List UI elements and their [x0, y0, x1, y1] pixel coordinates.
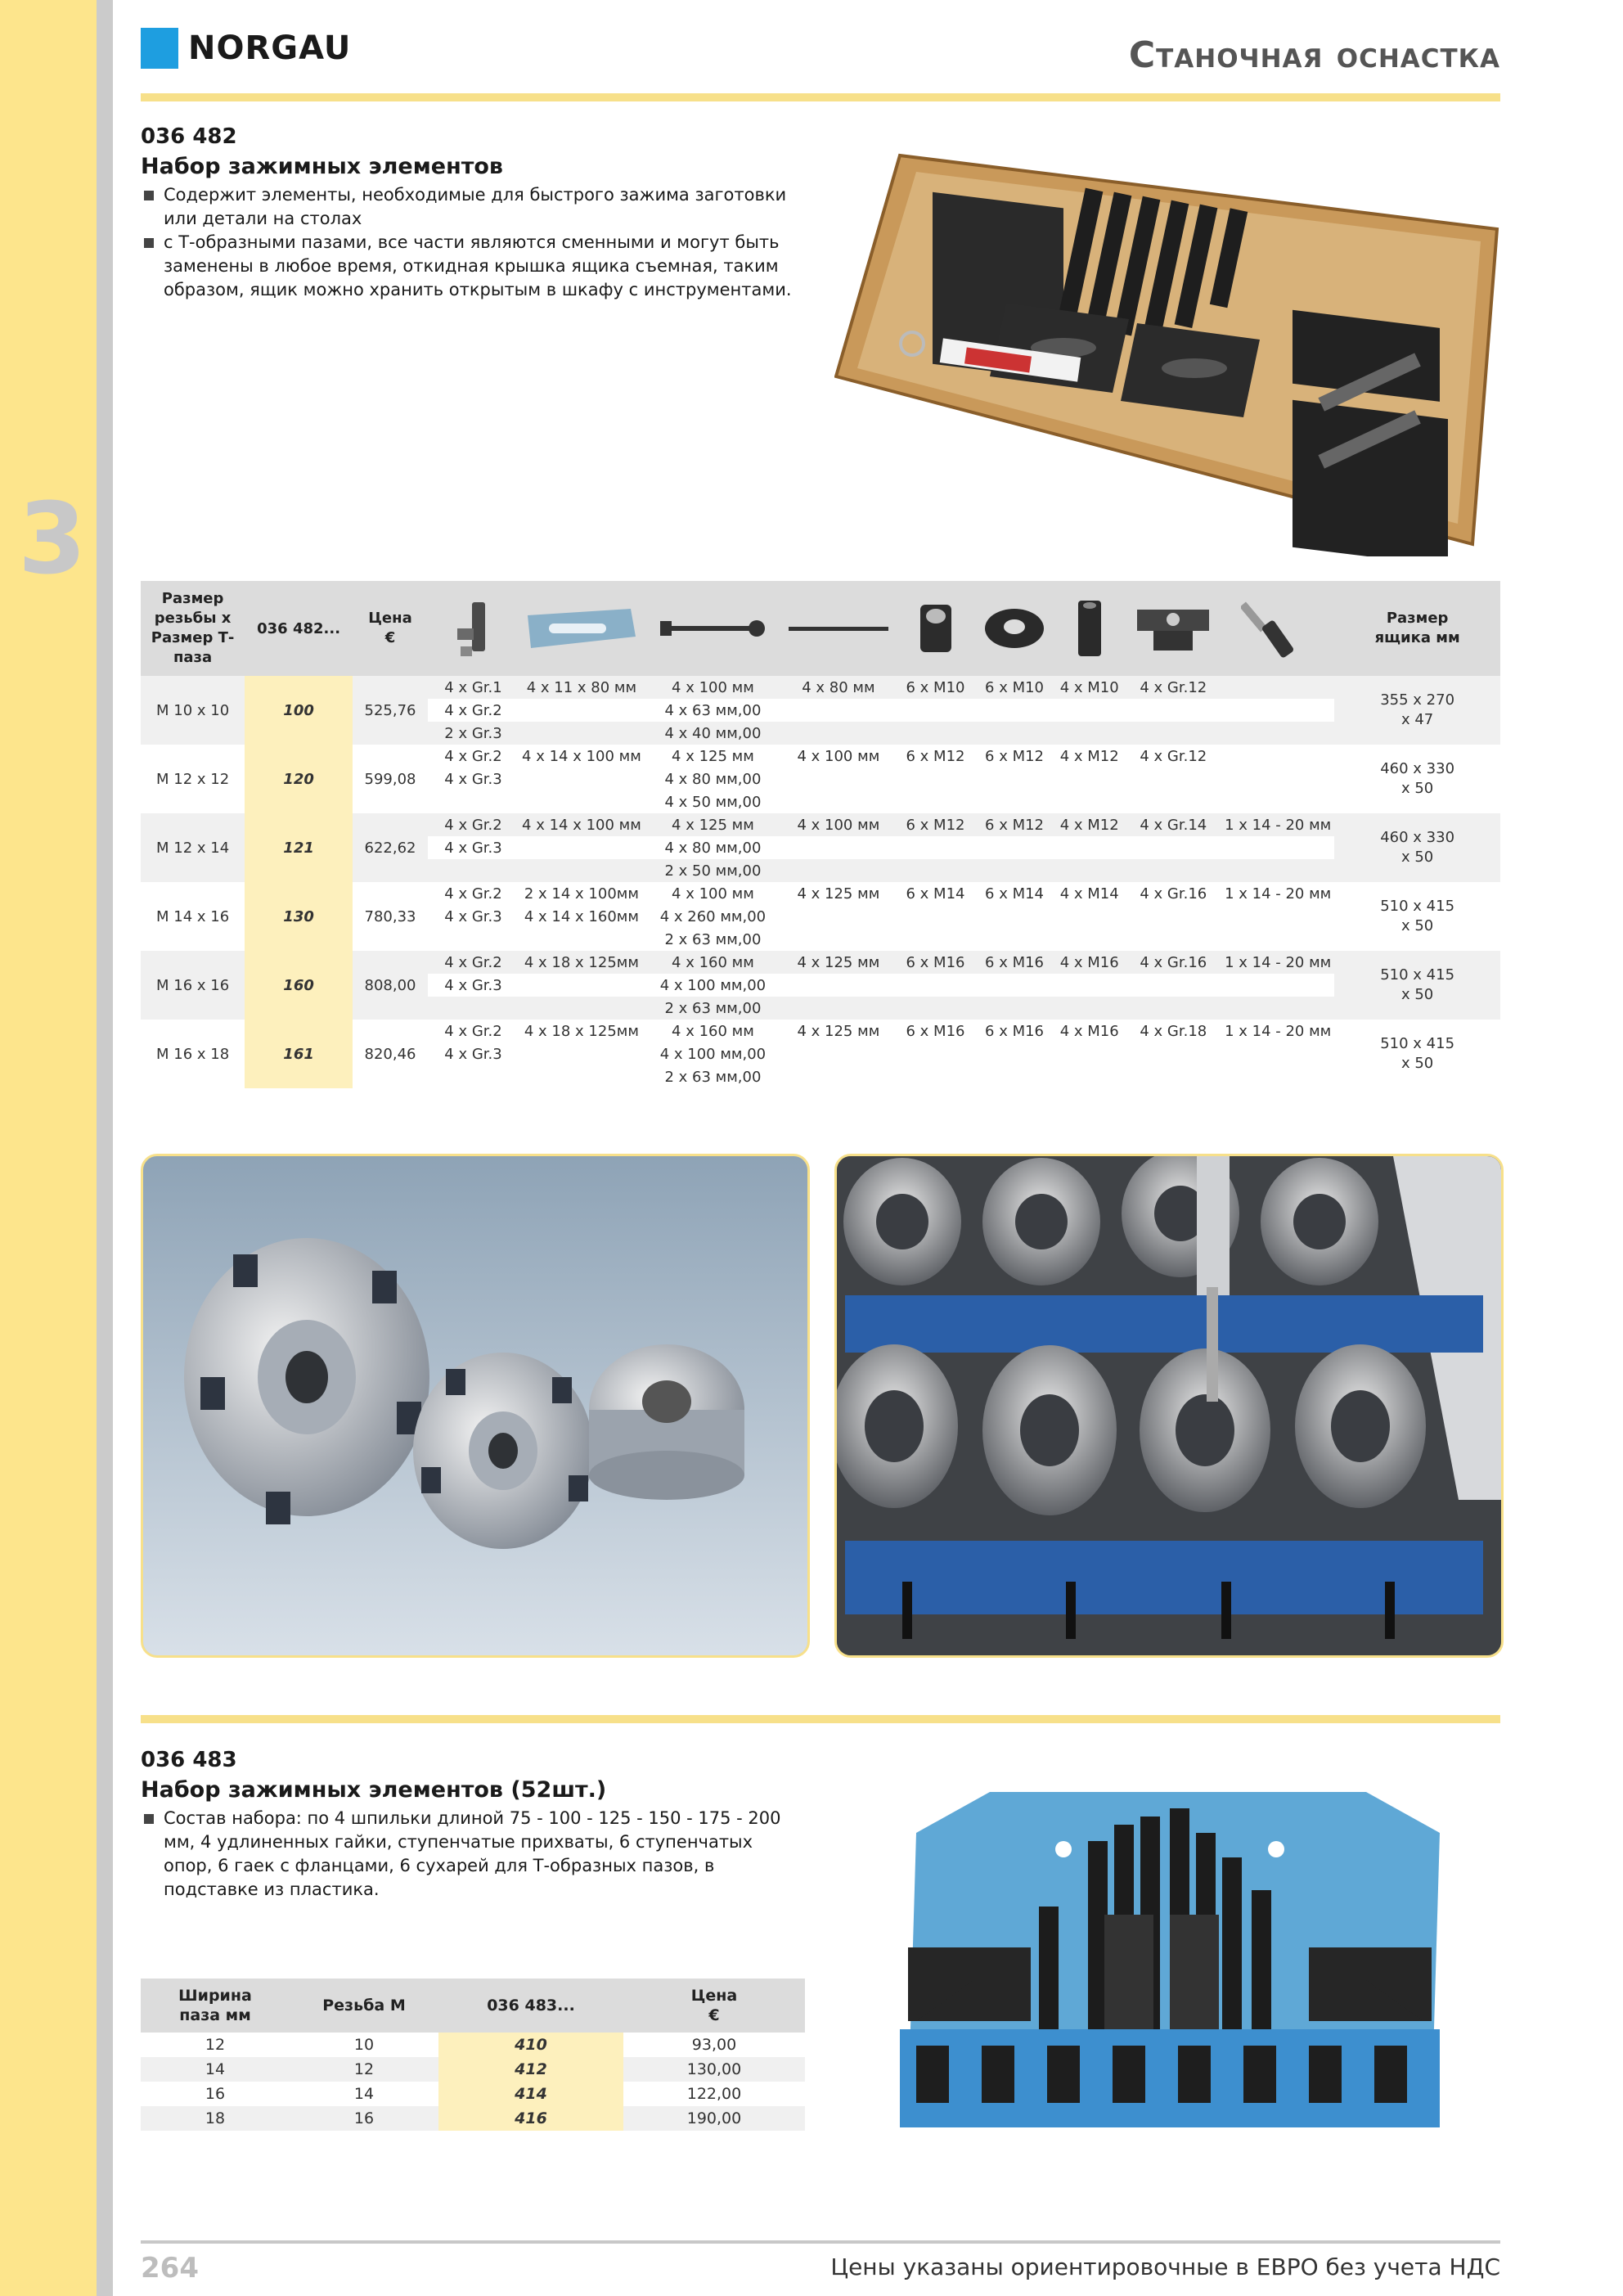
- component-cell: 4 x M16: [1054, 951, 1126, 974]
- component-cell: [519, 836, 645, 859]
- component-cell: [1221, 699, 1334, 722]
- component-cell: [1126, 790, 1222, 813]
- component-cell: [975, 974, 1054, 997]
- component-cell: 4 x 18 x 125мм: [519, 951, 645, 974]
- component-cell: 6 x M14: [906, 885, 965, 903]
- article-code-cell: 416: [438, 2106, 623, 2131]
- face-mill-cutters-photo: [141, 1154, 810, 1658]
- size-cell: M 12 x 12: [155, 770, 230, 788]
- component-cell: [975, 1065, 1054, 1088]
- component-cell: [1054, 997, 1126, 1020]
- table-row: [141, 2106, 805, 2131]
- component-cell: [519, 928, 645, 951]
- clamping-kit-stand-photo: [892, 1784, 1448, 2144]
- table-row: [141, 951, 1500, 974]
- component-cell: [975, 768, 1054, 790]
- section-divider: [141, 1715, 1500, 1723]
- component-cell: [975, 928, 1054, 951]
- article-code-cell: 410: [438, 2033, 623, 2057]
- product1-table-body: [141, 676, 1500, 1088]
- price-cell: 122,00: [686, 2085, 742, 2103]
- table-row: [141, 2057, 805, 2082]
- size-cell: M 16 x 18: [155, 1045, 230, 1063]
- component-cell: [896, 859, 976, 882]
- bullet-item: Содержит элементы, необходимые для быстрого зажима заготовки или детали на столах: [141, 183, 795, 231]
- t-slot-nut-icon: [1126, 581, 1222, 676]
- product2-table-body: [141, 2033, 805, 2131]
- component-cell: [1054, 928, 1126, 951]
- component-cell: 2 x Gr.3: [428, 722, 519, 745]
- component-cell: 4 x Gr.18: [1140, 1022, 1207, 1040]
- slot-width-cell: 12: [205, 2036, 226, 2054]
- product2-spec-table: [141, 1979, 805, 2131]
- component-cell: 4 x Gr.14: [1126, 813, 1222, 836]
- component-cell: [781, 997, 896, 1020]
- col-slot-width: Ширина паза мм: [141, 1979, 290, 2033]
- component-cell: 4 x 40 мм,00: [645, 722, 781, 745]
- col-article: 036 483...: [438, 1979, 623, 2033]
- component-cell: 6 x M16: [906, 1022, 965, 1040]
- component-cell: [781, 859, 896, 882]
- component-cell: [896, 997, 976, 1020]
- thread-cell: 16: [290, 2106, 438, 2131]
- box-size-cell: 510 x 415 x 50: [1334, 951, 1500, 1020]
- component-cell: [1126, 836, 1222, 859]
- component-cell: 4 x Gr.3: [428, 905, 519, 928]
- table-row: [141, 2082, 805, 2106]
- component-cell: [1221, 974, 1334, 997]
- component-cell: 6 x M16: [985, 1022, 1045, 1040]
- component-cell: 4 x 50 мм,00: [664, 793, 762, 811]
- component-cell: 4 x 14 x 100 мм: [522, 747, 641, 765]
- clamp-icon: [428, 581, 519, 676]
- component-cell: [1126, 997, 1222, 1020]
- component-cell: 4 x M12: [1059, 747, 1119, 765]
- component-cell: [1126, 722, 1222, 745]
- component-cell: 4 x 125 мм: [797, 885, 880, 903]
- component-cell: 4 x 100 мм,00: [645, 974, 781, 997]
- component-cell: [428, 859, 519, 882]
- component-cell: 4 x M12: [1054, 813, 1126, 836]
- col-price: Цена €: [353, 581, 428, 676]
- component-cell: 4 x Gr.16: [1126, 951, 1222, 974]
- coupling-nut-icon: [896, 581, 976, 676]
- brand-logo: [141, 28, 351, 69]
- component-cell: 4 x 160 мм: [672, 1022, 754, 1040]
- article-code-cell: 412: [438, 2057, 623, 2082]
- component-cell: [519, 859, 645, 882]
- product2-bullets: [141, 1807, 787, 1902]
- product1-spec-table: [141, 581, 1500, 1088]
- component-cell: 4 x 125 мм: [672, 747, 754, 765]
- component-cell: 1 x 14 - 20 мм: [1225, 885, 1332, 903]
- slot-width-cell: 16: [205, 2085, 226, 2103]
- component-cell: [1054, 768, 1126, 790]
- component-cell: [428, 790, 519, 813]
- component-cell: 4 x Gr.16: [1140, 885, 1207, 903]
- component-cell: [975, 699, 1054, 722]
- component-cell: [781, 928, 896, 951]
- component-cell: 1 x 14 - 20 мм: [1225, 1022, 1332, 1040]
- component-cell: [1221, 745, 1334, 768]
- component-cell: [781, 905, 896, 928]
- component-cell: [896, 768, 976, 790]
- component-cell: [781, 974, 896, 997]
- slot-width-cell: 14: [141, 2057, 290, 2082]
- size-cell: M 16 x 16: [141, 951, 245, 1020]
- component-cell: [1221, 997, 1334, 1020]
- component-cell: [1221, 1065, 1334, 1088]
- component-cell: [428, 997, 519, 1020]
- component-cell: 4 x Gr.3: [428, 836, 519, 859]
- component-cell: 4 x 100 мм: [645, 676, 781, 699]
- component-cell: [1221, 722, 1334, 745]
- component-cell: [1054, 836, 1126, 859]
- component-cell: [1054, 859, 1126, 882]
- component-cell: 4 x Gr.1: [428, 676, 519, 699]
- component-cell: 4 x 100 мм: [797, 747, 880, 765]
- box-size-cell: 460 x 330 x 50: [1380, 760, 1455, 797]
- component-cell: 4 x 125 мм: [781, 951, 896, 974]
- component-cell: 4 x Gr.12: [1126, 676, 1222, 699]
- long-nut-icon: [1054, 581, 1126, 676]
- price-cell: 190,00: [623, 2106, 805, 2131]
- component-cell: 6 x M12: [985, 747, 1045, 765]
- component-cell: [519, 699, 645, 722]
- col-thread: Резьба М: [290, 1979, 438, 2033]
- article-code-cell: 414: [438, 2082, 623, 2106]
- section-title: Станочная оснастка: [1128, 34, 1500, 76]
- bolt-icon: [645, 581, 781, 676]
- bullet-item: с Т-образными пазами, все части являются сменными и могут быть заменены в любое время, откидная крышка ящика съемная, таким образом, ящик можно хранить открытым в шкафу с инструментами.: [141, 231, 795, 302]
- table-row: [141, 882, 1500, 905]
- component-cell: [1126, 974, 1222, 997]
- size-cell: M 12 x 14: [141, 813, 245, 882]
- component-cell: 6 x M14: [985, 885, 1045, 903]
- stud-rod-icon: [781, 581, 896, 676]
- component-cell: 4 x M14: [1059, 885, 1119, 903]
- footer-note: Цены указаны ориентировочные в ЕВРО без учета НДС: [830, 2253, 1500, 2280]
- component-cell: 4 x 80 мм,00: [645, 836, 781, 859]
- box-size-cell: 510 x 415 x 50: [1380, 898, 1455, 934]
- price-cell: 622,62: [353, 813, 428, 882]
- component-cell: [781, 768, 896, 790]
- component-cell: [896, 722, 976, 745]
- price-cell: 808,00: [353, 951, 428, 1020]
- component-cell: 4 x 80 мм: [781, 676, 896, 699]
- component-cell: [1054, 1042, 1126, 1065]
- component-cell: [519, 974, 645, 997]
- table-row: [141, 745, 1500, 768]
- component-cell: 4 x Gr.2: [444, 885, 502, 903]
- component-cell: [975, 722, 1054, 745]
- tool-icon: [1221, 581, 1334, 676]
- component-cell: [896, 790, 976, 813]
- component-cell: 4 x 260 мм,00: [645, 905, 781, 928]
- component-cell: [975, 1042, 1054, 1065]
- component-cell: 4 x Gr.3: [428, 1042, 519, 1065]
- logo-square-icon: [141, 28, 178, 69]
- component-cell: 4 x 160 мм: [645, 951, 781, 974]
- component-cell: 4 x Gr.3: [428, 768, 519, 790]
- product2-article: 036 483: [141, 1748, 237, 1772]
- slot-width-cell: 18: [141, 2106, 290, 2131]
- col-box-size: Размер ящика мм: [1334, 581, 1500, 676]
- component-cell: 2 x 63 мм,00: [664, 930, 762, 948]
- component-cell: [975, 997, 1054, 1020]
- component-cell: [519, 1042, 645, 1065]
- component-cell: 1 x 14 - 20 мм: [1221, 951, 1334, 974]
- component-cell: [1221, 676, 1334, 699]
- component-cell: [896, 928, 976, 951]
- table-row: [141, 676, 1500, 699]
- component-cell: 4 x 11 x 80 мм: [519, 676, 645, 699]
- component-cell: [1221, 859, 1334, 882]
- page-edge: [97, 0, 113, 2296]
- component-cell: 6 x M10: [975, 676, 1054, 699]
- component-cell: [1221, 836, 1334, 859]
- component-cell: [519, 1065, 645, 1088]
- component-cell: [1126, 768, 1222, 790]
- page-number: 264: [141, 2252, 199, 2285]
- component-cell: [781, 836, 896, 859]
- component-cell: [519, 722, 645, 745]
- component-cell: 4 x 63 мм,00: [645, 699, 781, 722]
- price-cell: 599,08: [364, 770, 416, 788]
- col-article: 036 482...: [245, 581, 353, 676]
- product1-bullets: [141, 183, 795, 302]
- component-cell: 4 x 14 x 100 мм: [519, 813, 645, 836]
- component-cell: [896, 699, 976, 722]
- component-cell: 4 x Gr.2: [444, 747, 502, 765]
- component-cell: [1221, 905, 1334, 928]
- component-cell: 4 x 18 x 125мм: [524, 1022, 639, 1040]
- size-cell: M 14 x 16: [155, 907, 230, 925]
- component-cell: [519, 997, 645, 1020]
- component-cell: 4 x Gr.2: [428, 813, 519, 836]
- table-row: [141, 2033, 805, 2057]
- component-cell: 6 x M12: [896, 813, 976, 836]
- thread-cell: 10: [353, 2036, 375, 2054]
- component-cell: 4 x 100 мм: [672, 885, 754, 903]
- vises-with-chucks-photo: [834, 1154, 1504, 1658]
- component-cell: [1126, 699, 1222, 722]
- thread-cell: 12: [290, 2057, 438, 2082]
- component-cell: [1054, 1065, 1126, 1088]
- col-price: Цена €: [623, 1979, 805, 2033]
- table-row: [141, 813, 1500, 836]
- component-cell: [1054, 790, 1126, 813]
- product1-title: Набор зажимных элементов: [141, 154, 504, 179]
- footer-divider: [141, 2240, 1500, 2244]
- box-size-cell: 355 x 270 x 47: [1334, 676, 1500, 745]
- size-cell: M 10 x 10: [141, 676, 245, 745]
- component-cell: [781, 722, 896, 745]
- component-cell: 1 x 14 - 20 мм: [1221, 813, 1334, 836]
- component-cell: [428, 928, 519, 951]
- price-cell: 525,76: [353, 676, 428, 745]
- component-cell: [1054, 905, 1126, 928]
- component-cell: [1054, 699, 1126, 722]
- component-cell: 4 x 100 мм,00: [645, 1042, 781, 1065]
- bullet-item: Состав набора: по 4 шпильки длиной 75 - 100 - 125 - 150 - 175 - 200 мм, 4 удлиненных гайки, ступенчатые прихваты, 6 ступенчатых опор, 6 гаек с фланцами, 6 сухарей для Т-образных пазов, в подставке из пластика.: [141, 1807, 787, 1902]
- component-cell: [428, 1065, 519, 1088]
- component-cell: 2 x 63 мм,00: [645, 997, 781, 1020]
- component-cell: 2 x 63 мм,00: [664, 1068, 762, 1086]
- component-cell: [1126, 1042, 1222, 1065]
- component-cell: [896, 905, 976, 928]
- component-cell: [781, 1065, 896, 1088]
- table-header-row: [141, 581, 1500, 676]
- price-cell: 780,33: [364, 907, 416, 925]
- component-cell: [519, 790, 645, 813]
- component-cell: 2 x 14 x 100мм: [524, 885, 639, 903]
- component-cell: 4 x Gr.2: [444, 1022, 502, 1040]
- component-cell: [1126, 905, 1222, 928]
- table-row: [141, 1020, 1500, 1042]
- component-cell: 4 x M10: [1054, 676, 1126, 699]
- col-size: Размер резьбы х Размер Т-паза: [141, 581, 245, 676]
- component-cell: [1221, 768, 1334, 790]
- component-cell: [975, 859, 1054, 882]
- article-code-cell: 160: [245, 951, 353, 1020]
- brand-name: NORGAU: [188, 29, 352, 67]
- article-code-cell: 161: [245, 1020, 353, 1088]
- component-cell: [1054, 974, 1126, 997]
- component-cell: 4 x 125 мм: [797, 1022, 880, 1040]
- component-cell: [1054, 722, 1126, 745]
- component-cell: [896, 836, 976, 859]
- component-cell: 6 x M16: [896, 951, 976, 974]
- thread-cell: 14: [353, 2085, 375, 2103]
- component-cell: [1221, 1042, 1334, 1065]
- component-cell: 4 x 100 мм: [781, 813, 896, 836]
- component-cell: [896, 1042, 976, 1065]
- component-cell: 6 x M12: [975, 813, 1054, 836]
- component-cell: [1126, 928, 1222, 951]
- component-cell: [896, 974, 976, 997]
- clamping-kit-box-photo: [834, 131, 1505, 556]
- product2-title: Набор зажимных элементов (52шт.): [141, 1777, 607, 1803]
- header-divider: [141, 93, 1500, 101]
- box-size-cell: 460 x 330 x 50: [1334, 813, 1500, 882]
- component-cell: [781, 790, 896, 813]
- component-cell: [975, 836, 1054, 859]
- component-cell: [975, 905, 1054, 928]
- chapter-number: 3: [18, 483, 87, 597]
- component-cell: 4 x 14 x 160мм: [519, 905, 645, 928]
- component-cell: [896, 1065, 976, 1088]
- component-cell: [1221, 928, 1334, 951]
- component-cell: 4 x Gr.2: [428, 699, 519, 722]
- article-code-cell: 120: [245, 745, 353, 813]
- component-cell: 4 x Gr.2: [428, 951, 519, 974]
- article-code-cell: 100: [245, 676, 353, 745]
- box-size-cell: 510 x 415 x 50: [1380, 1035, 1455, 1072]
- slot-bar-icon: [519, 581, 645, 676]
- component-cell: 2 x 50 мм,00: [645, 859, 781, 882]
- component-cell: [1221, 790, 1334, 813]
- component-cell: [1126, 1065, 1222, 1088]
- component-cell: 4 x Gr.3: [428, 974, 519, 997]
- component-cell: 4 x Gr.12: [1140, 747, 1207, 765]
- component-cell: [781, 699, 896, 722]
- component-cell: 6 x M16: [975, 951, 1054, 974]
- component-cell: 4 x 125 мм: [645, 813, 781, 836]
- price-cell: 130,00: [623, 2057, 805, 2082]
- washer-icon: [975, 581, 1054, 676]
- product1-article: 036 482: [141, 124, 237, 149]
- component-cell: [519, 768, 645, 790]
- table-header-row: [141, 1979, 805, 2033]
- component-cell: 4 x 80 мм,00: [645, 768, 781, 790]
- component-cell: 6 x M12: [906, 747, 965, 765]
- chapter-band: [0, 0, 97, 2296]
- component-cell: 6 x M10: [896, 676, 976, 699]
- price-cell: 820,46: [364, 1045, 416, 1063]
- article-code-cell: 130: [245, 882, 353, 951]
- component-cell: [781, 1042, 896, 1065]
- component-cell: [975, 790, 1054, 813]
- component-cell: 4 x M16: [1059, 1022, 1119, 1040]
- component-cell: [1126, 859, 1222, 882]
- article-code-cell: 121: [245, 813, 353, 882]
- price-cell: 93,00: [691, 2036, 737, 2054]
